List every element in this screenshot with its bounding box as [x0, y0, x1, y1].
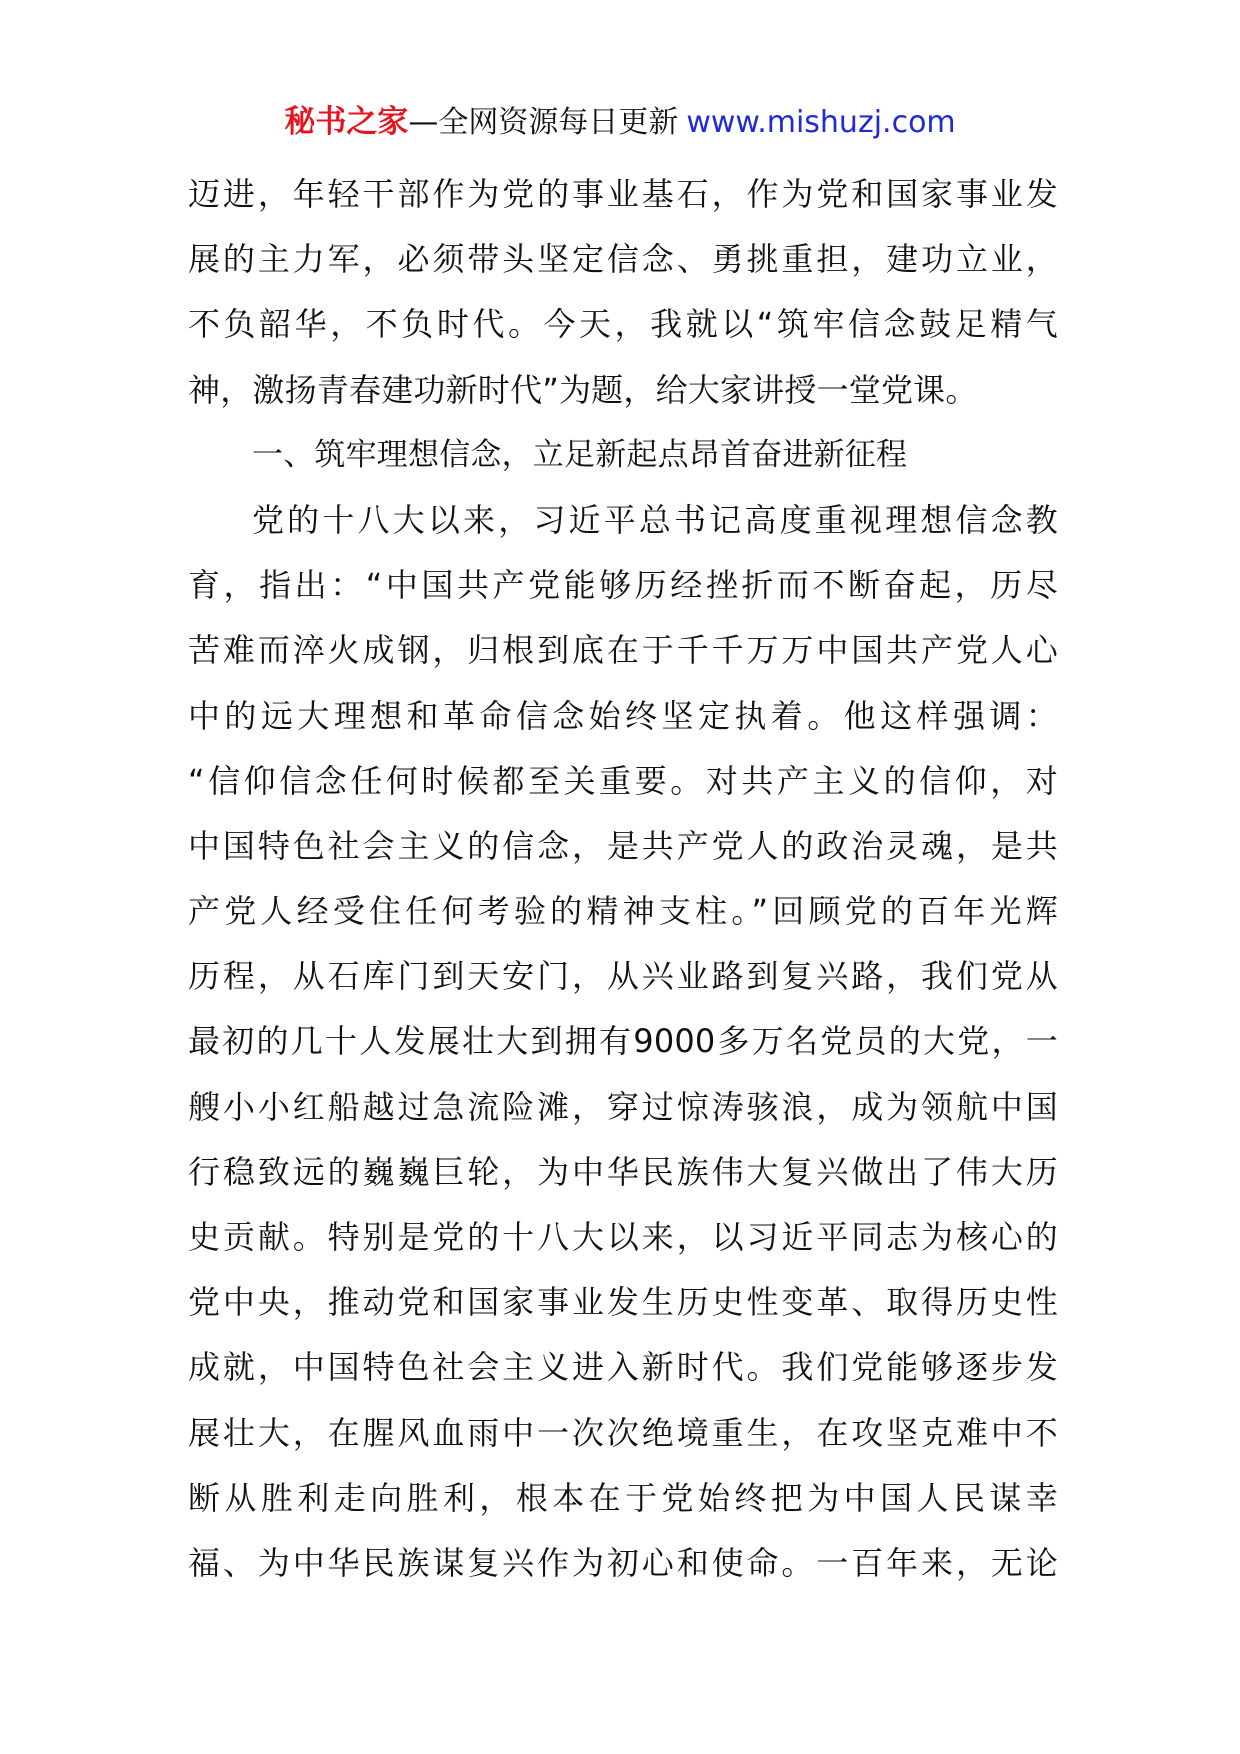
text-line: 成就，中国特色社会主义进入新时代。我们党能够逐步发 [188, 1348, 1058, 1387]
text-line: 史贡献。特别是党的十八大以来，以习近平同志为核心的 [188, 1218, 1058, 1256]
site-brand: 秘书之家 [284, 104, 409, 140]
text-line: 中的远大理想和革命信念始终坚定执着。他这样强调： [188, 696, 1058, 735]
text-line: 展壮大，在腥风血雨中一次次绝境重生，在攻坚克难中不 [188, 1413, 1058, 1452]
text-line: 福、为中华民族谋复兴作为初心和使命。一百年来，无论 [188, 1543, 1058, 1582]
text-line: 最初的几十人发展壮大到拥有9000多万名党员的大党，一 [188, 1022, 1058, 1061]
text-line: 展的主力军，必须带头坚定信念、勇挑重担，建功立业， [188, 240, 1058, 279]
text-line: 产党人经受住任何考验的精神支柱。”回顾党的百年光辉 [188, 892, 1058, 931]
text-line: 历程，从石库门到天安门，从兴业路到复兴路，我们党从 [188, 957, 1058, 996]
site-tagline: —全网资源每日更新 [408, 105, 679, 140]
text-line: 党的十八大以来，习近平总书记高度重视理想信念教 [252, 500, 1058, 539]
text-line: 不负韶华，不负时代。今天，我就以“筑牢信念鼓足精气 [188, 305, 1058, 344]
page-header [0, 100, 1240, 145]
text-line: 迈进，年轻干部作为党的事业基石，作为党和国家事业发 [188, 175, 1058, 213]
text-line: 艘小小红船越过急流险滩，穿过惊涛骇浪，成为领航中国 [188, 1087, 1058, 1126]
text-line: 苦难而淬火成钢，归根到底在于千千万万中国共产党人心 [188, 631, 1058, 670]
text-line: 育，指出：“中国共产党能够历经挫折而不断奋起，历尽 [188, 566, 1058, 605]
section-heading: 一、筑牢理想信念，立足新起点昂首奋进新征程 [252, 436, 908, 473]
text-line: 党中央，推动党和国家事业发生历史性变革、取得历史性 [188, 1283, 1058, 1322]
document-body [188, 162, 1058, 1596]
text-line: “信仰信念任何时候都至关重要。对共产主义的信仰，对 [188, 761, 1058, 800]
text-line: 断从胜利走向胜利，根本在于党始终把为中国人民谋幸 [188, 1478, 1058, 1517]
text-line: 中国特色社会主义的信念，是共产党人的政治灵魂，是共 [188, 826, 1058, 865]
text-line: 行稳致远的巍巍巨轮，为中华民族伟大复兴做出了伟大历 [188, 1152, 1058, 1191]
text-line: 神，激扬青春建功新时代”为题，给大家讲授一堂党课。 [188, 370, 978, 409]
site-url-link[interactable]: www.mishuzj.com [686, 105, 956, 140]
